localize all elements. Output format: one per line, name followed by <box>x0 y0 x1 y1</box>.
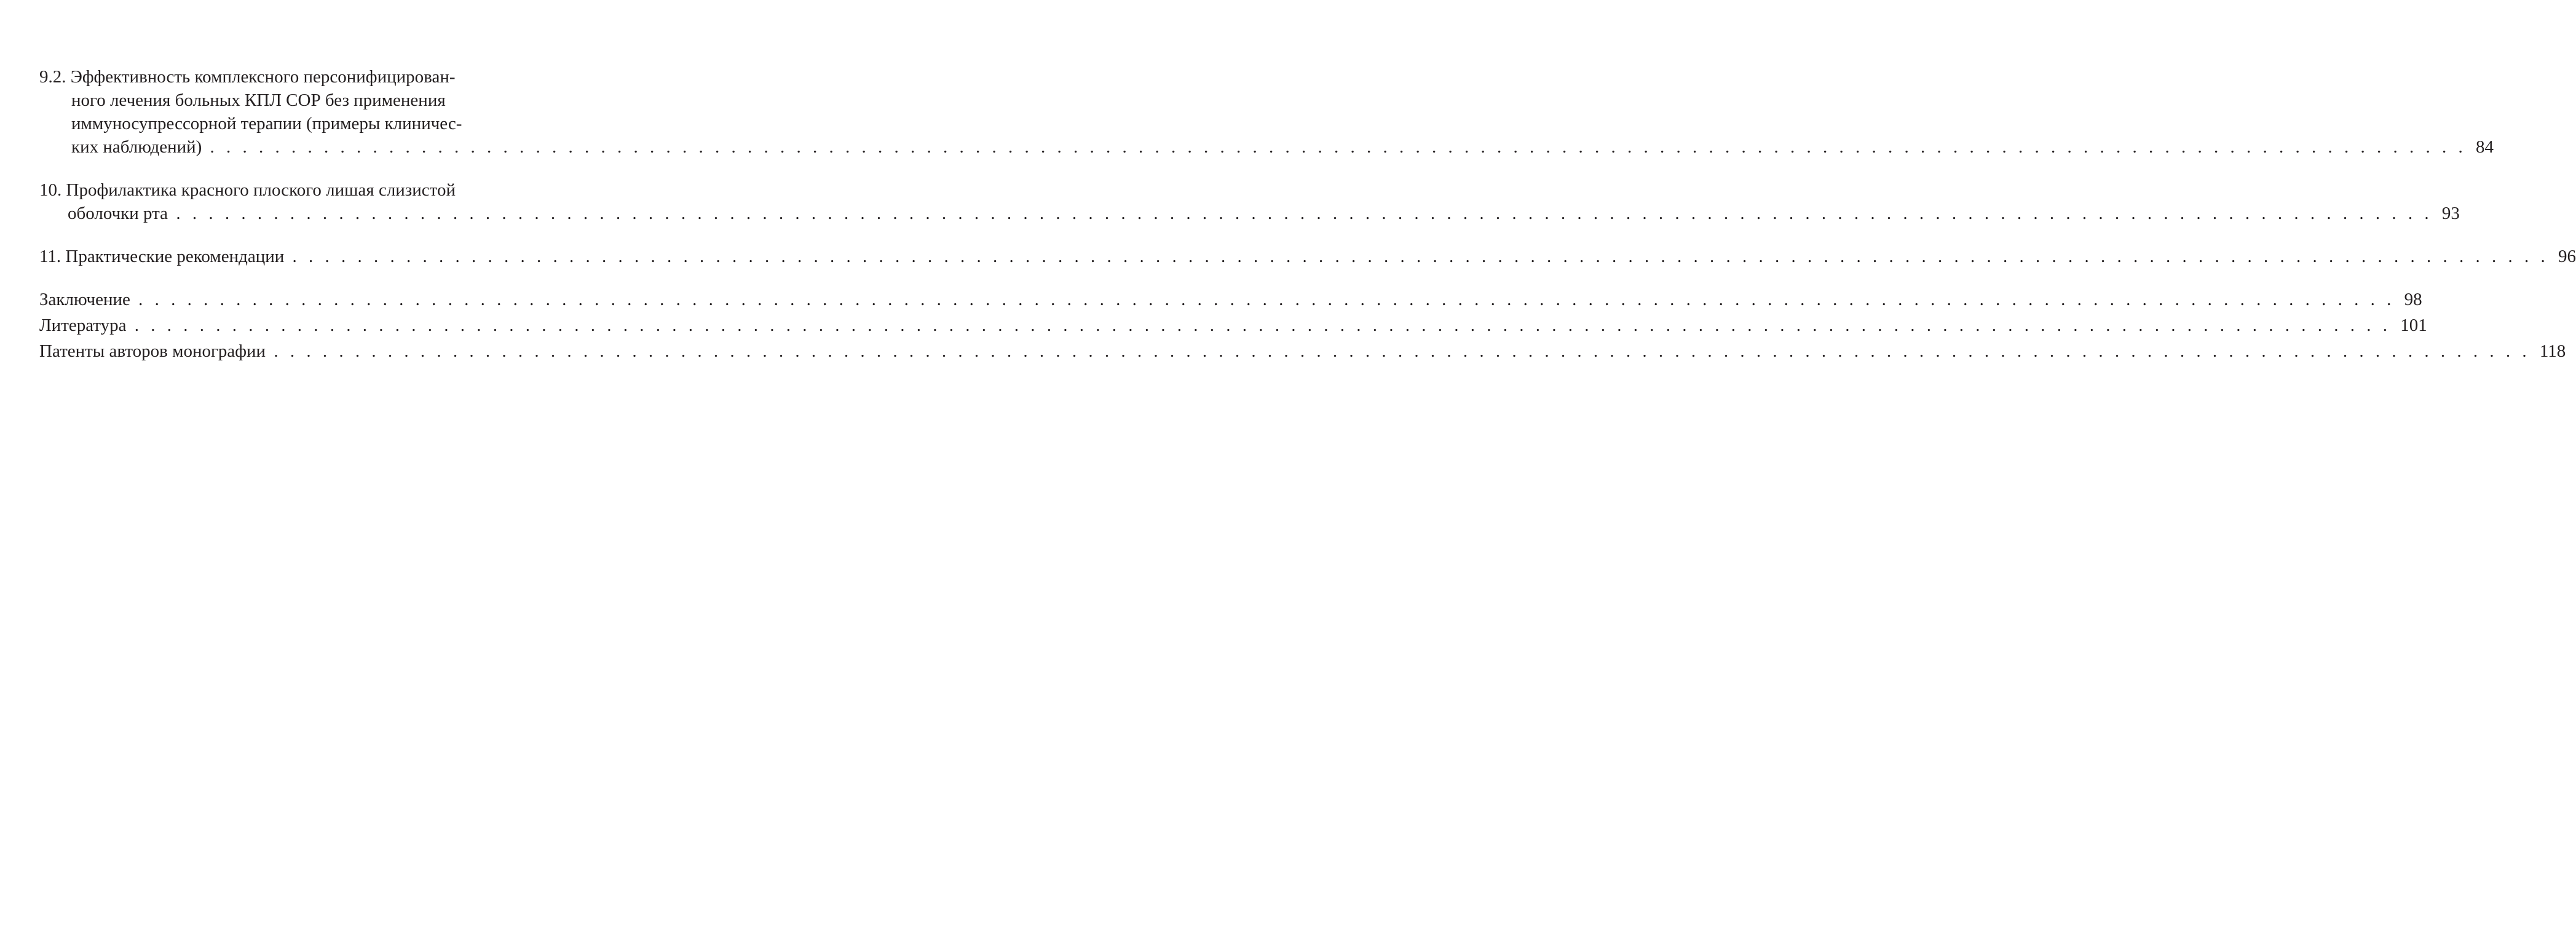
toc-entry-last-row <box>39 314 2427 337</box>
toc-page-number: 101 <box>2400 316 2427 335</box>
toc-entry-11 <box>39 245 2576 268</box>
toc-entry-text-line: 10. Профилактика красного плоского лишая слизистой <box>39 180 456 200</box>
toc-page-number: 84 <box>2476 137 2494 157</box>
toc-entry-text-line: Заключение <box>39 290 130 309</box>
toc-entry-conclusion <box>39 288 2422 311</box>
toc-entry-text-line: оболочки рта <box>68 204 168 223</box>
dot-leader <box>274 341 2530 361</box>
toc-entry-text-line: 9.2. Эффективность комплексного персонифицирован- <box>39 67 456 87</box>
toc-entry-last-row <box>39 245 2576 268</box>
dot-leader <box>293 247 2549 266</box>
toc-entry-text-line: ких наблюдений) <box>71 137 202 157</box>
toc-entry-last-row <box>39 202 2460 225</box>
toc-entry-text-line: ного лечения больных КПЛ СОР без применения <box>71 90 446 110</box>
toc-page-number: 98 <box>2404 290 2422 309</box>
toc-entry-text-line: иммуносупрессорной терапии (примеры клиничес- <box>71 114 462 133</box>
dot-leader <box>135 316 2391 335</box>
toc-entry-9-2 <box>39 65 2494 159</box>
toc-page-number: 96 <box>2558 247 2576 266</box>
toc-entry-last-row <box>39 339 2566 363</box>
toc-entry-patents <box>39 339 2566 363</box>
toc-entry-10 <box>39 178 2460 225</box>
toc-entry-literature <box>39 314 2427 337</box>
toc-entry-text-line: Патенты авторов монографии <box>39 341 266 361</box>
dot-leader <box>138 290 2395 309</box>
table-of-contents <box>39 65 2576 363</box>
dot-leader <box>176 204 2432 223</box>
toc-entry-text-line: Литература <box>39 316 127 335</box>
dot-leader <box>210 137 2467 157</box>
toc-entry-last-row <box>39 135 2494 159</box>
toc-page-number: 93 <box>2441 204 2460 223</box>
toc-page-number: 118 <box>2539 341 2566 361</box>
toc-entry-text-line: 11. Практические рекомендации <box>39 247 285 266</box>
toc-entry-last-row <box>39 288 2422 311</box>
